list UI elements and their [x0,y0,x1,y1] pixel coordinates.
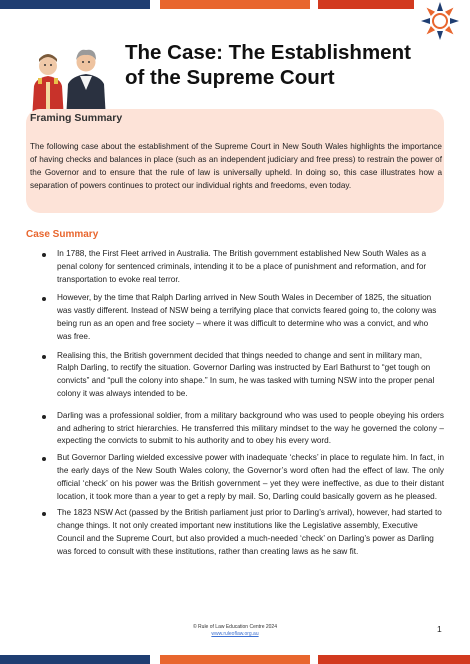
bottom-bar-gap [150,655,160,664]
top-bar-gap [310,0,318,9]
top-color-bar [0,0,470,9]
bullet-icon [42,457,46,461]
page-footer [0,624,470,638]
bullet-icon [42,253,46,257]
case-summary-heading: Case Summary [26,229,99,240]
bottom-bar-gap [310,655,318,664]
list-item-text: However, by the time that Ralph Darling arrived in New South Wales in December of 1825, the situation was vastly different. Instead of NSW being a terrifying place that convicts feared going to, the colony was being run as an open and free society – where it was difficult to determine who was a convict, and who was free. [57,293,437,341]
page-number: 1 [437,624,442,634]
list-item-text: In 1788, the First Fleet arrived in Australia. The British government established New South Wales as a penal colony for sentenced criminals, intending it to be a place of punishment and reformation, and for transportation to evoke real terror. [57,249,427,284]
bottom-bar-orange-segment [160,655,310,664]
page-title: The Case: The Establishment of the Supreme Court [125,41,411,89]
framing-summary-box [26,109,444,213]
footer-url-link[interactable]: www.ruleoflaw.org.au [211,631,259,637]
top-bar-red-segment [318,0,414,9]
top-bar-gap [150,0,160,9]
list-item [42,292,444,343]
list-item [42,248,444,286]
footer-copyright: © Rule of Law Education Centre 2024 [192,624,277,630]
bottom-bar-navy-segment [0,655,150,664]
framing-summary-text: The following case about the establishment of the Supreme Court in New South Wales highlights the importance of having checks and balances in place (such as an independent judiciary and free press) to restrain the power of the Governor and to ensure that the rule of law is universally upheld. In doing so, this case illustrates how a separation of powers continues to protect our individual rights and freedoms, even today. [30,142,442,190]
bullet-icon [42,415,46,419]
top-bar-navy-segment [0,0,150,9]
list-item-text: Darling was a professional soldier, from a military background who was used to people obeying his orders and adhering to strict hierarchies. He transferred this military mindset to the way he governed the colony – expecting the convicts to submit to his authority and to obey his every word. [57,410,444,446]
list-item [42,350,444,401]
bullet-icon [42,512,46,516]
list-item-text: Realising this, the British government decided that things needed to change and sent in military man, Ralph Darling, to rectify the situation. Governor Darling was instructed by Earl Bathurst to “get tough on convicts” and “pull the colony into shape.” In sum, he was tasked with turning NSW into the proper penal colony it was always intended to be. [57,350,435,398]
list-item [42,410,444,448]
framing-summary-heading: Framing Summary [30,112,123,124]
list-item [42,452,444,503]
list-item [42,507,444,558]
two-historical-figures-illustration [26,40,110,120]
bottom-color-bar [0,655,470,664]
bottom-bar-red-segment [318,655,470,664]
top-bar-orange-segment [160,0,310,9]
list-item-text: But Governor Darling wielded excessive power with inadequate ‘checks’ in place to regulate him. In fact, in the early days of the New South Wales colony, the Governor’s word often had the effect of law. The only official ‘check’ on his power was the British government – yet they were ineffective, as due to their distant location, it took more than a year to get a reply by mail. So, Darling could basically govern as he pleased. [57,453,444,501]
case-summary-list [42,248,444,559]
list-item-text: The 1823 NSW Act (passed by the British parliament just prior to Darling’s arrival), however, had started to change things. It not only created important new institutions like the Legislative assembly, Executive Council and the Supreme Court, but also provided a much-needed ‘check’ on Darling’s power as Darling was forced to consult with these institutions, rather than creating laws as he saw fit. [57,508,442,556]
bullet-icon [42,297,46,301]
bullet-icon [42,355,46,359]
